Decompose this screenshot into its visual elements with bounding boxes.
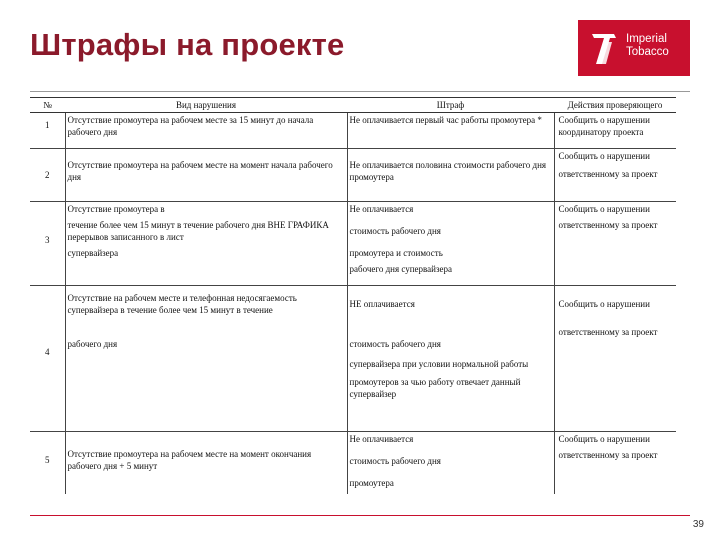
violation-cell xyxy=(65,432,347,494)
fine-text: рабочего дня супервайзера xyxy=(349,264,453,274)
action-cell xyxy=(554,113,676,149)
violation-text: Отсутствие промоутера на рабочем месте на момент начала рабочего дня xyxy=(67,160,333,182)
page-number: 39 xyxy=(692,519,704,530)
logo-text-line1: Imperial xyxy=(626,33,667,45)
top-divider xyxy=(30,91,690,92)
fine-cell xyxy=(347,432,554,494)
fine-text: Не оплачивается первый час работы промоутера * xyxy=(349,115,542,125)
imperial-tobacco-logo xyxy=(578,20,690,76)
fines-table xyxy=(30,97,676,494)
fine-cell xyxy=(347,286,554,432)
header-num: № xyxy=(30,98,65,113)
row-number: 3 xyxy=(30,202,65,286)
fine-cell xyxy=(347,202,554,286)
action-text: Сообщить о нарушении координатору проекта xyxy=(558,115,650,137)
table-row xyxy=(30,286,676,432)
violation-cell xyxy=(65,286,347,432)
fine-text: стоимость рабочего дня xyxy=(349,339,441,349)
page-title: Штрафы на проекте xyxy=(30,27,345,62)
violation-text: рабочего дня xyxy=(67,339,118,349)
table-row xyxy=(30,202,676,286)
action-text: ответственному за проект xyxy=(558,220,658,230)
violation-text: Отсутствие на рабочем месте и телефонная недосягаемость супервайзера в течение более чем 15 минут в течение xyxy=(67,293,297,315)
violation-cell xyxy=(65,149,347,202)
row-number: 5 xyxy=(30,432,65,494)
table-header-row xyxy=(30,98,676,113)
action-text: ответственному за проект xyxy=(558,450,658,460)
violation-cell xyxy=(65,202,347,286)
action-text: Сообщить о нарушении xyxy=(558,299,650,309)
action-text: ответственному за проект xyxy=(558,169,658,179)
violation-cell xyxy=(65,113,347,149)
action-cell xyxy=(554,432,676,494)
table-row xyxy=(30,432,676,494)
row-number: 1 xyxy=(30,113,65,149)
header-violation: Вид нарушения xyxy=(65,98,347,113)
violation-text: Отсутствие промоутера на рабочем месте на момент окончания рабочего дня + 5 минут xyxy=(67,449,312,471)
fine-text: Не оплачивается xyxy=(349,434,414,444)
fine-text: промоутера xyxy=(349,478,394,488)
fine-text: стоимость рабочего дня xyxy=(349,456,441,466)
fine-text: промоутеров за чью работу отвечает данный супервайзер xyxy=(349,377,521,399)
fine-cell xyxy=(347,149,554,202)
bottom-divider xyxy=(30,515,690,516)
row-number: 4 xyxy=(30,286,65,432)
violation-text: Отсутствие промоутера в xyxy=(67,204,165,214)
table-row xyxy=(30,149,676,202)
action-text: Сообщить о нарушении xyxy=(558,204,650,214)
action-cell xyxy=(554,202,676,286)
row-number: 2 xyxy=(30,149,65,202)
action-cell xyxy=(554,149,676,202)
violation-text: течение более чем 15 минут в течение рабочего дня ВНЕ ГРАФИКА перерывов записанного в лист xyxy=(67,220,329,242)
violation-text: Отсутствие промоутера на рабочем месте за 15 минут до начала рабочего дня xyxy=(67,115,314,137)
action-text: Сообщить о нарушении xyxy=(558,434,650,444)
fine-text: Не оплачивается половина стоимости рабочего дня промоутера xyxy=(349,160,547,182)
header-fine: Штраф xyxy=(347,98,554,113)
fine-cell xyxy=(347,113,554,149)
action-text: ответственному за проект xyxy=(558,327,658,337)
fine-text: стоимость рабочего дня xyxy=(349,226,441,236)
table-row xyxy=(30,113,676,149)
fine-text: НЕ оплачивается xyxy=(349,299,415,309)
logo-mark-icon xyxy=(586,28,622,68)
fine-text: промоутера и стоимость xyxy=(349,248,443,258)
violation-text: супервайзера xyxy=(67,248,119,258)
fine-text: супервайзера при условии нормальной работы xyxy=(349,359,529,369)
header-action: Действия проверяющего xyxy=(554,98,676,113)
action-cell xyxy=(554,286,676,432)
logo-text-line2: Tobacco xyxy=(626,46,669,58)
fine-text: Не оплачивается xyxy=(349,204,414,214)
action-text: Сообщить о нарушении xyxy=(558,151,650,161)
